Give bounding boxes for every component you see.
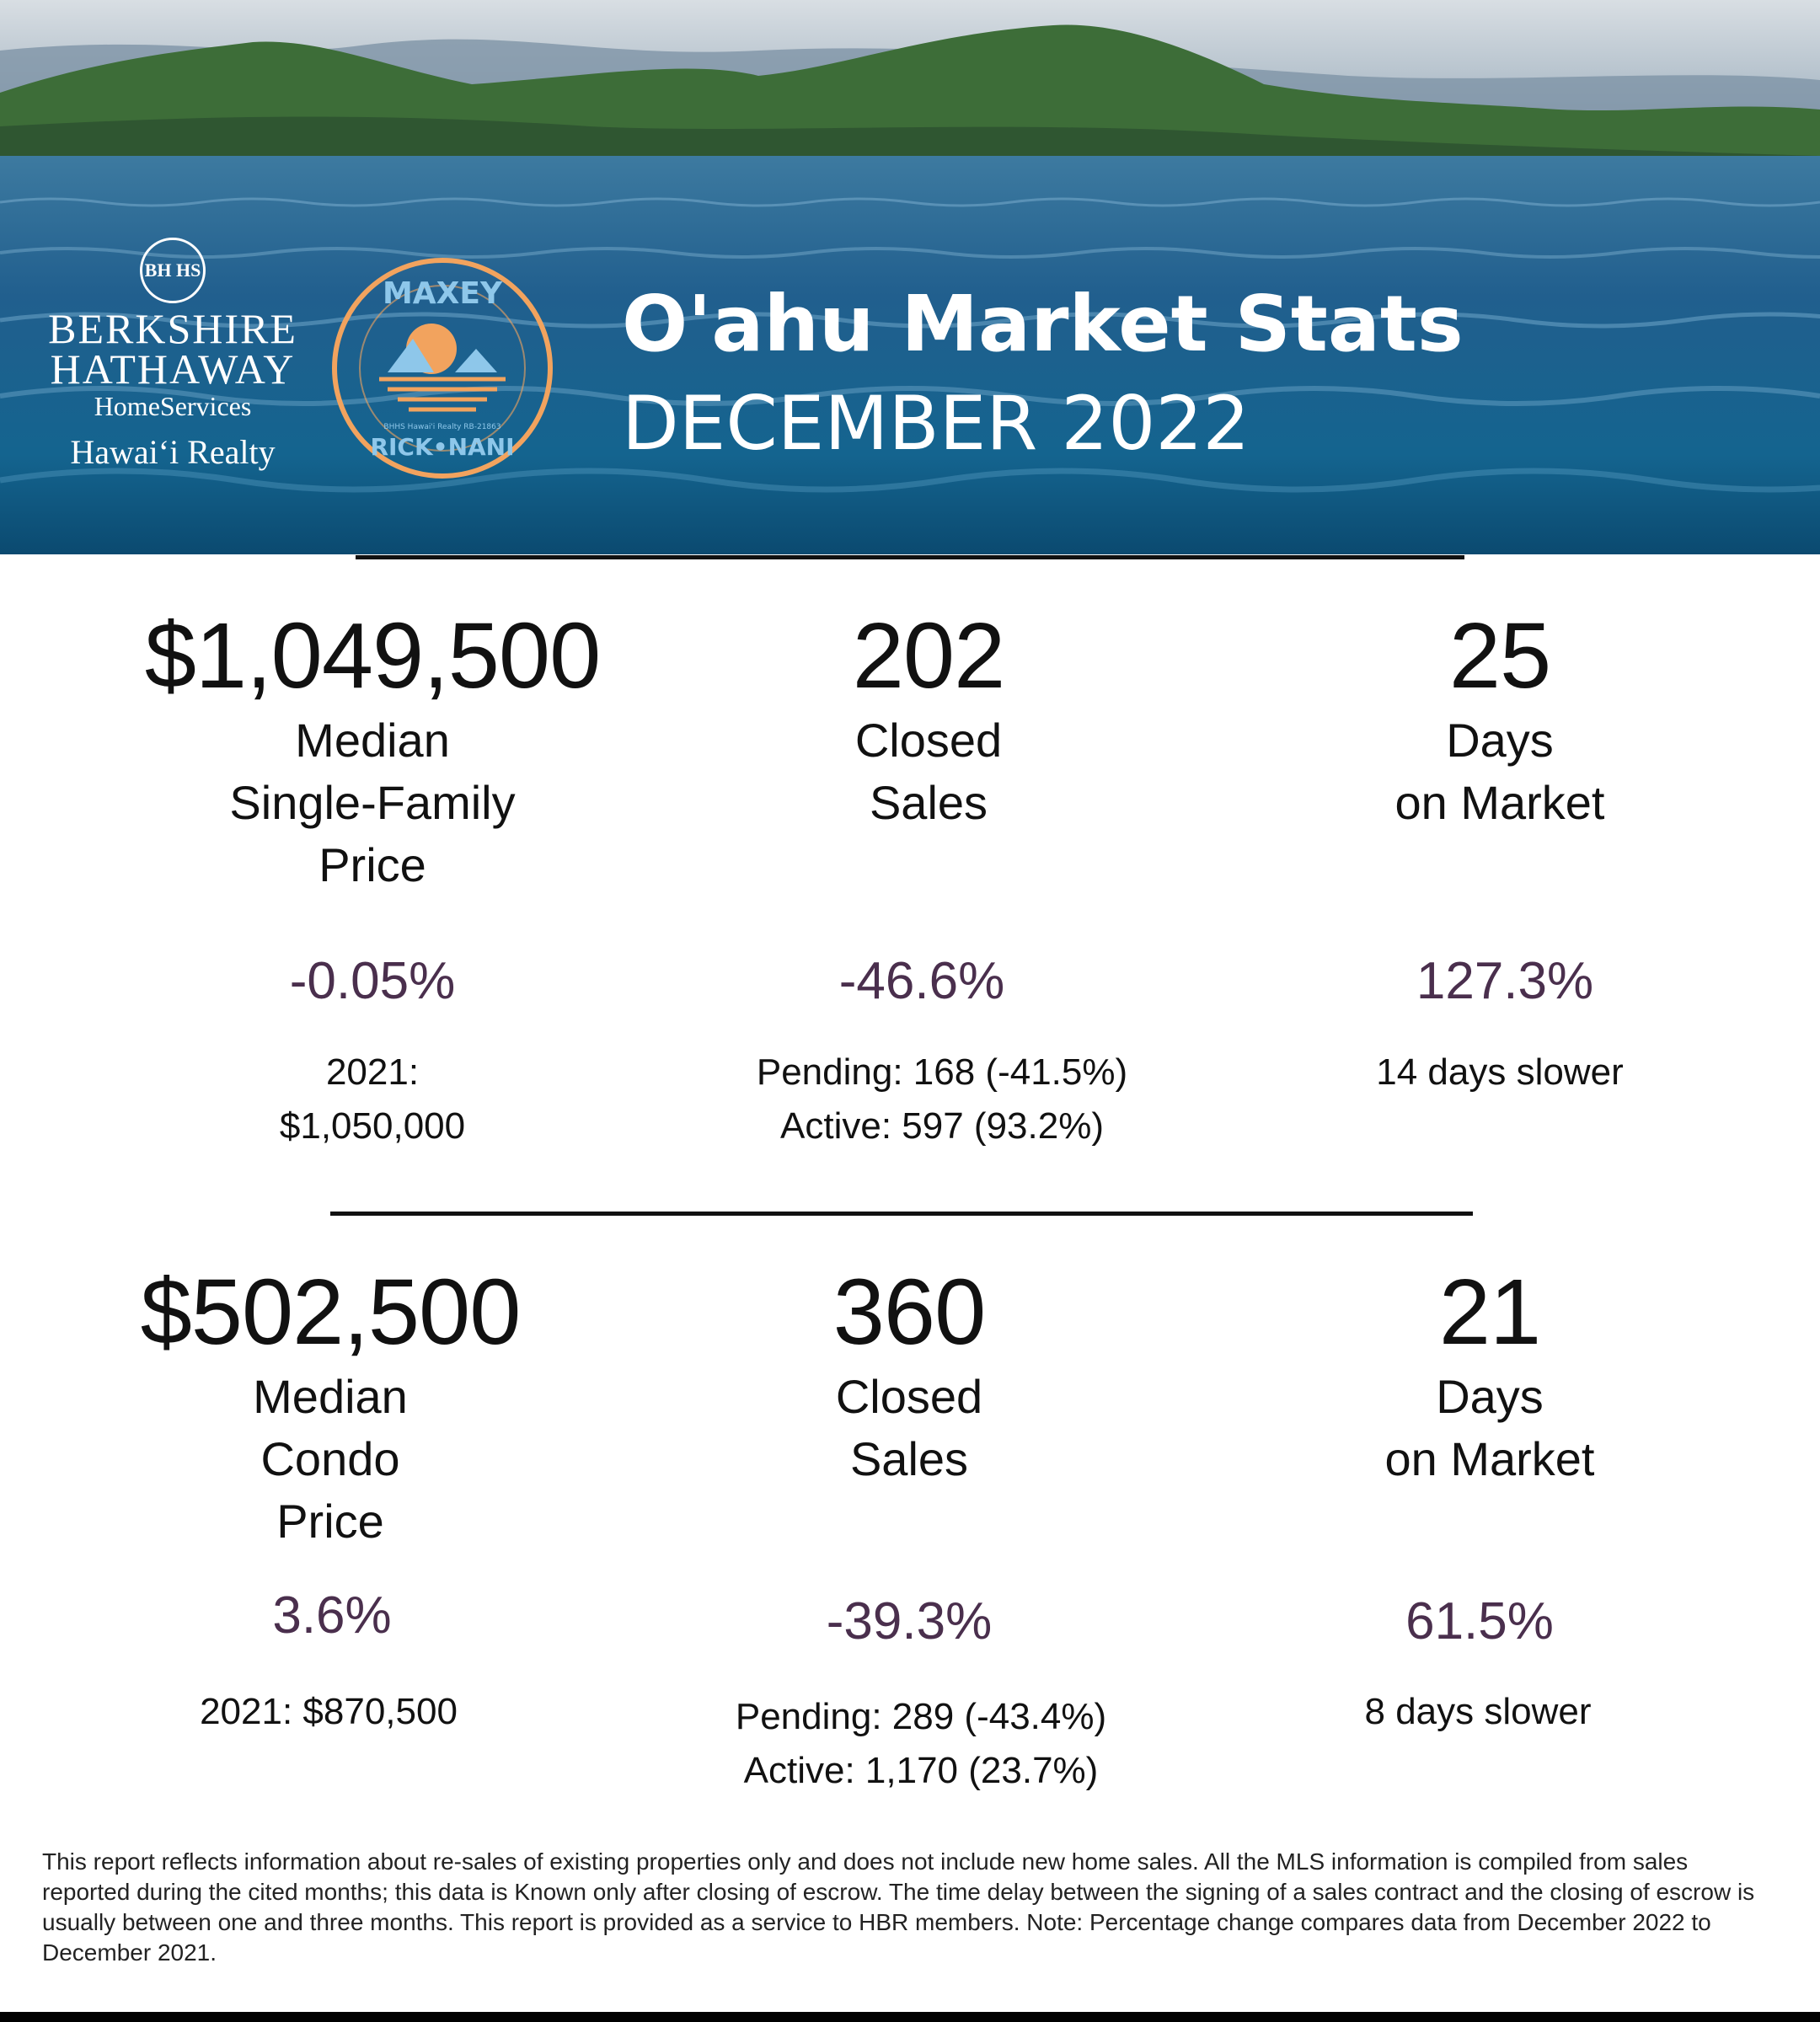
condo-days-change: 61.5% [1405, 1592, 1554, 1650]
sf-closed-sales-value: 202 [852, 604, 1005, 708]
sf-days-change: 127.3% [1416, 952, 1594, 1010]
sf-days-label-1: Days [1446, 714, 1554, 767]
sf-prior-price [280, 1046, 465, 1153]
sf-median-price-stat [145, 603, 601, 896]
sf-median-label-3: Price [318, 838, 426, 891]
sf-median-label-2: Single-Family [229, 776, 516, 829]
sf-median-label-1: Median [295, 714, 450, 767]
condo-closed-label-2: Sales [849, 1432, 969, 1485]
sf-days-stat [1395, 603, 1605, 834]
condo-days-value: 21 [1438, 1260, 1541, 1364]
sf-days-label-2: on Market [1394, 776, 1605, 829]
disclaimer-footnote: This report reflects information about re-sales of existing properties only and does not include new home sales. All the MLS information is compiled from sales reported during the cited months; this data is Known only after closing of escrow. The time delay between the signing of a sales contract and the closing of escrow is usually between one and three months. This report is provided as a service to HBR members. Note: Percentage change compares data from December 2022 to December 2021. [42, 1848, 1755, 1966]
middle-divider [330, 1212, 1473, 1216]
sf-pending: Pending: 168 (-41.5%) [756, 1051, 1128, 1093]
sf-days-value: 25 [1448, 604, 1551, 708]
maxey-top-text: MAXEY [382, 276, 503, 311]
condo-median-change: 3.6% [272, 1586, 392, 1645]
maxey-agent-logo [329, 254, 556, 482]
condo-prior-price: 2021: $870,500 [200, 1691, 458, 1732]
condo-pending: Pending: 289 (-43.4%) [735, 1696, 1107, 1737]
maxey-bottom-text: RICK•NANI [370, 433, 515, 461]
bhhs-seal-icon: BH HS [140, 238, 206, 303]
condo-median-label-2: Condo [260, 1432, 400, 1485]
condo-closed-sales-stat [833, 1260, 986, 1490]
sf-days-note: 14 days slower [1376, 1051, 1624, 1093]
condo-days-note: 8 days slower [1364, 1691, 1592, 1732]
sf-closed-change: -46.6% [838, 952, 1005, 1010]
sf-prior-line-2: $1,050,000 [279, 1105, 466, 1147]
brand-line-1: BERKSHIRE [48, 305, 297, 352]
condo-days-label-1: Days [1436, 1370, 1544, 1423]
sf-prior-line-1: 2021: [325, 1051, 420, 1093]
condo-pending-active [736, 1690, 1106, 1798]
condo-median-price-stat [141, 1260, 521, 1553]
page-subtitle: DECEMBER 2022 [622, 380, 1250, 467]
maxey-license-text: BHHS Hawai'i Realty RB-21863 [383, 423, 501, 431]
sf-pending-active [757, 1046, 1127, 1153]
sf-median-change: -0.05% [289, 952, 456, 1010]
bottom-bar [0, 2012, 1820, 2022]
condo-closed-change: -39.3% [826, 1592, 993, 1650]
sf-active: Active: 597 (93.2%) [780, 1105, 1104, 1147]
condo-median-label-1: Median [253, 1370, 408, 1423]
sf-closed-sales-stat [853, 603, 1005, 834]
condo-median-price-value: $502,500 [140, 1260, 521, 1364]
condo-closed-sales-value: 360 [832, 1260, 986, 1364]
berkshire-hathaway-logo [34, 238, 312, 477]
brand-line-3: HomeServices [94, 391, 252, 421]
sf-median-price-value: $1,049,500 [144, 604, 601, 708]
sf-closed-label-2: Sales [869, 776, 988, 829]
brand-line-2: HATHAWAY [50, 345, 296, 393]
condo-days-stat [1385, 1260, 1595, 1490]
condo-days-label-2: on Market [1384, 1432, 1595, 1485]
brand-line-4: Hawaiʻi Realty [70, 433, 276, 471]
top-divider [356, 555, 1464, 559]
condo-closed-label-1: Closed [835, 1370, 983, 1423]
sf-closed-label-1: Closed [854, 714, 1003, 767]
hero-banner [0, 0, 1820, 554]
condo-active: Active: 1,170 (23.7%) [743, 1750, 1099, 1791]
condo-median-label-3: Price [276, 1495, 384, 1548]
page-title: O'ahu Market Stats [622, 279, 1464, 369]
